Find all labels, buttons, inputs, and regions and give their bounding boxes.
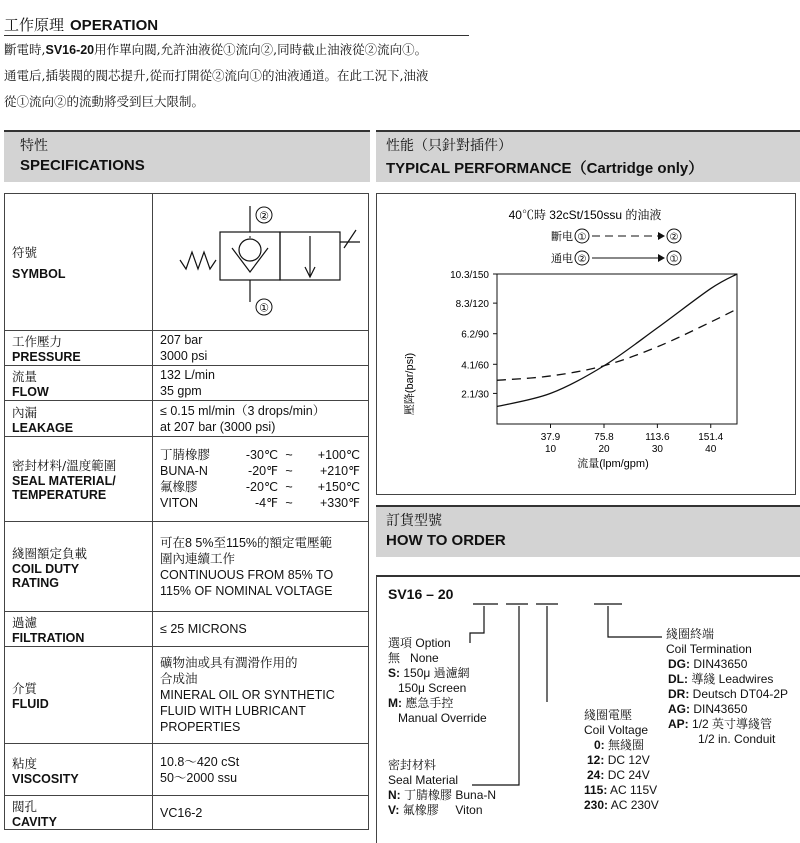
valve-symbol-diagram bbox=[160, 196, 360, 326]
leakage-label-en: LEAKAGE bbox=[12, 420, 74, 435]
seal-label-zh: 密封材料/溫度範圍 bbox=[12, 458, 117, 473]
series-line-2-to-1 bbox=[497, 274, 737, 407]
voltage-desc: 無綫圈 bbox=[608, 738, 645, 752]
filtration-label-en: FILTRATION bbox=[12, 631, 85, 645]
x-tick-label-gpm: 30 bbox=[651, 444, 663, 455]
termination-desc: DIN43650 bbox=[693, 657, 748, 671]
termination-code: DG: bbox=[668, 657, 690, 671]
coil-value-line: CONTINUOUS FROM 85% TO bbox=[160, 567, 334, 582]
chart-x-axis-label: 流量(lpm/gpm) bbox=[577, 458, 649, 470]
symbol-port-2-label: ② bbox=[259, 210, 269, 222]
series-line-1-to-2 bbox=[497, 309, 737, 380]
legend-arrow-icon bbox=[658, 254, 665, 262]
seal-item-low: -4℉ bbox=[254, 496, 278, 510]
cavity-value: VC16-2 bbox=[160, 805, 203, 820]
spec-value-leakage bbox=[153, 401, 369, 437]
option-title-en: Option bbox=[415, 636, 451, 650]
spec-row-viscosity bbox=[5, 744, 369, 796]
performance-header bbox=[376, 130, 800, 182]
spec-row-seal bbox=[5, 437, 369, 522]
termination-title-en: Coil Termination bbox=[666, 642, 752, 656]
seal-item-sep: ~ bbox=[285, 448, 293, 462]
termination-code: DL: bbox=[668, 672, 688, 686]
y-tick-label: 2.1/30 bbox=[461, 389, 489, 401]
seal-item bbox=[160, 463, 368, 479]
seal-item-name: BUNA-N bbox=[160, 464, 208, 478]
seal-title-en: Seal Material bbox=[388, 773, 459, 787]
coil-value-line: 可在8 5%至115%的額定電壓範 bbox=[160, 535, 333, 550]
performance-chart bbox=[377, 194, 795, 494]
x-tick-label-lpm: 37.9 bbox=[540, 432, 561, 443]
check-ball-icon bbox=[239, 239, 261, 261]
spec-value-coil bbox=[153, 522, 369, 612]
coil-value-line: 圍內連續工作 bbox=[160, 551, 236, 566]
flow-label-en: FLOW bbox=[12, 385, 49, 399]
fluid-value-line: PROPERTIES bbox=[160, 720, 241, 734]
termination-code: AG: bbox=[668, 702, 690, 716]
operation-line-2: 通電后,插裝閥的閥芯提升,從而打開從②流向①的油液通道。在此工況下,油液 bbox=[4, 68, 429, 83]
option-s-code: S: bbox=[388, 666, 400, 680]
voltage-title-en: Coil Voltage bbox=[584, 723, 649, 737]
termination-desc: 1/2 英寸導綫管 bbox=[692, 717, 773, 731]
legend-from-port: ① bbox=[577, 232, 587, 243]
fluid-value-line: 合成油 bbox=[160, 672, 198, 686]
legend-arrow-icon bbox=[658, 232, 665, 240]
spec-row-flow bbox=[5, 366, 369, 401]
x-tick-label-gpm: 10 bbox=[544, 444, 557, 455]
y-tick-label: 4.1/60 bbox=[461, 360, 489, 372]
order-model: SV16 – 20 bbox=[388, 586, 454, 602]
voltage-code: 12: bbox=[587, 753, 605, 767]
option-s-en: 150μ Screen bbox=[398, 681, 467, 695]
chart-y-axis-label: 壓降(bar/psi) bbox=[404, 352, 416, 416]
voltage-desc: AC 115V bbox=[610, 783, 658, 797]
voltage-code: 0: bbox=[594, 738, 605, 752]
flow-label-zh: 流量 bbox=[12, 369, 38, 384]
spec-value-flow bbox=[153, 366, 369, 401]
order-seal bbox=[388, 758, 496, 818]
specifications-title-zh: 特性 bbox=[20, 138, 48, 154]
seal-item-name: 丁腈橡膠 bbox=[160, 448, 211, 462]
coil-label-zh: 綫圈額定負載 bbox=[12, 545, 88, 561]
symbol-label-zh: 符號 bbox=[12, 245, 38, 260]
voltage-code: 230: bbox=[584, 798, 609, 812]
performance-chart-box bbox=[376, 193, 796, 495]
voltage-desc: DC 24V bbox=[607, 768, 650, 782]
legend-label-deenergized: 斷电 bbox=[551, 231, 573, 243]
order-voltage bbox=[584, 708, 659, 813]
specifications-table bbox=[4, 193, 369, 830]
operation-title-en: OPERATION bbox=[70, 17, 159, 34]
spring-icon bbox=[180, 252, 216, 269]
option-s-zh: 150μ 過濾網 bbox=[403, 666, 470, 680]
operation-line-1 bbox=[4, 40, 427, 58]
spec-label-symbol bbox=[5, 194, 153, 331]
y-tick-label: 8.3/120 bbox=[455, 299, 489, 311]
pressure-label-zh: 工作壓力 bbox=[12, 334, 63, 349]
viscosity-label-en: VISCOSITY bbox=[12, 771, 79, 786]
seal-item-low: -20℉ bbox=[248, 464, 278, 478]
seal-item-sep: ~ bbox=[285, 480, 293, 494]
spec-label-viscosity bbox=[5, 744, 153, 796]
leakage-value-rate: ≤ 0.15 ml/min（3 drops/min） bbox=[160, 403, 326, 418]
fluid-value-line: MINERAL OIL OR SYNTHETIC bbox=[160, 688, 335, 702]
coil-label-en-2: RATING bbox=[12, 575, 59, 590]
termination-code: DR: bbox=[668, 687, 690, 701]
spec-label-coil bbox=[5, 522, 153, 612]
legend-to-port: ① bbox=[669, 254, 679, 265]
spec-value-viscosity bbox=[153, 744, 369, 796]
specifications-title-en: SPECIFICATIONS bbox=[20, 157, 145, 174]
spec-label-seal bbox=[5, 437, 153, 522]
leakage-value-condition: at 207 bar (3000 psi) bbox=[160, 419, 276, 434]
spec-row-symbol bbox=[5, 194, 369, 331]
option-m-zh: 應急手控 bbox=[405, 696, 454, 710]
order-title-en: HOW TO ORDER bbox=[386, 532, 506, 549]
fluid-label-en: FLUID bbox=[12, 697, 49, 711]
termination-code: AP: bbox=[668, 717, 689, 731]
spec-label-filtration bbox=[5, 612, 153, 647]
solenoid-icon bbox=[344, 230, 356, 248]
seal-item-high: +150℃ bbox=[317, 480, 360, 494]
coil-value-line: 115% OF NOMINAL VOLTAGE bbox=[160, 583, 333, 598]
filtration-value: ≤ 25 MICRONS bbox=[160, 622, 247, 636]
spec-value-pressure bbox=[153, 331, 369, 366]
option-none-zh: 無 bbox=[388, 651, 401, 665]
seal-item-name: VITON bbox=[160, 496, 198, 510]
x-tick-label-lpm: 151.4 bbox=[698, 432, 724, 443]
y-tick-label: 6.2/90 bbox=[461, 329, 489, 341]
seal-label-en-1: SEAL MATERIAL/ bbox=[12, 474, 116, 488]
operation-line-1-prefix: 斷電時, bbox=[4, 42, 46, 57]
spec-value-cavity bbox=[153, 796, 369, 830]
spec-row-coil bbox=[5, 522, 369, 612]
spec-row-pressure bbox=[5, 331, 369, 366]
spec-label-cavity bbox=[5, 796, 153, 830]
specifications-header bbox=[4, 130, 370, 182]
voltage-title-zh: 綫圈電壓 bbox=[584, 708, 633, 722]
termination-desc: 導綫 Leadwires bbox=[691, 672, 774, 686]
leakage-label-zh: 內漏 bbox=[12, 404, 38, 420]
x-tick-label-lpm: 113.6 bbox=[645, 432, 670, 443]
symbol-port-1-label: ① bbox=[259, 302, 269, 314]
seal-n-en: Buna-N bbox=[455, 788, 497, 802]
seal-item-high: +330℉ bbox=[319, 496, 360, 510]
coil-label-en-1: COIL DUTY bbox=[12, 561, 80, 576]
seal-item-high: +210℉ bbox=[319, 464, 360, 478]
y-tick-label: 10.3/150 bbox=[450, 270, 489, 281]
seal-v-zh: 氟橡膠 bbox=[402, 803, 439, 817]
option-m-en: Manual Override bbox=[398, 711, 487, 725]
termination-title-zh: 綫圈終端 bbox=[666, 627, 715, 641]
fluid-label-zh: 介質 bbox=[12, 681, 38, 696]
spec-row-leakage bbox=[5, 401, 369, 437]
termination-desc: Deutsch DT04-2P bbox=[692, 687, 789, 701]
seal-item bbox=[160, 447, 368, 463]
seal-item bbox=[160, 479, 368, 495]
termination-desc: DIN43650 bbox=[693, 702, 748, 716]
pressure-value-psi: 3000 psi bbox=[160, 349, 208, 363]
spec-label-leakage bbox=[5, 401, 153, 437]
legend-from-port: ② bbox=[577, 254, 587, 265]
spec-row-filtration bbox=[5, 612, 369, 647]
filtration-label-zh: 過濾 bbox=[12, 615, 38, 630]
order-termination bbox=[666, 627, 788, 747]
flow-value-gpm: 35 gpm bbox=[160, 384, 202, 398]
option-m-code: M: bbox=[388, 696, 402, 710]
voltage-desc: DC 12V bbox=[607, 753, 650, 767]
spec-value-symbol bbox=[153, 194, 369, 331]
option-title-zh: 選項 bbox=[388, 636, 413, 650]
operation-line-1-rest: 用作單向閥,允許油液從①流向②,同時截止油液從②流向①。 bbox=[94, 42, 428, 57]
voltage-code: 115: bbox=[584, 783, 608, 797]
seal-n-zh: 丁腈橡膠 bbox=[404, 788, 453, 802]
operation-title bbox=[4, 14, 158, 35]
seal-n-code: N: bbox=[388, 788, 401, 802]
chart-plot-area bbox=[450, 270, 737, 455]
operation-model: SV16-20 bbox=[45, 43, 95, 57]
seal-title-zh: 密封材料 bbox=[388, 758, 437, 772]
x-tick-label-lpm: 75.8 bbox=[594, 432, 614, 443]
pressure-label-en: PRESSURE bbox=[12, 350, 81, 364]
termination-leader bbox=[608, 606, 662, 637]
fluid-value-line: FLUID WITH LUBRICANT bbox=[160, 704, 306, 718]
seal-v-en: Viton bbox=[455, 803, 483, 817]
spec-label-flow bbox=[5, 366, 153, 401]
voltage-code: 24: bbox=[587, 768, 605, 782]
viscosity-label-zh: 粘度 bbox=[12, 755, 38, 771]
chart-frame bbox=[497, 274, 737, 424]
voltage-desc: AC 230V bbox=[610, 798, 659, 812]
fluid-value-line: 礦物油或具有潤滑作用的 bbox=[160, 656, 298, 670]
viscosity-value-ssu: 50～2000 ssu bbox=[160, 770, 238, 785]
cavity-label-zh: 閥孔 bbox=[12, 798, 38, 814]
viscosity-value-cst: 10.8～420 cSt bbox=[160, 754, 240, 769]
option-none-en: None bbox=[410, 651, 439, 665]
seal-v-code: V: bbox=[388, 803, 400, 817]
operation-title-zh: 工作原理 bbox=[4, 16, 65, 34]
order-option bbox=[388, 636, 487, 726]
operation-divider bbox=[4, 35, 469, 36]
seal-label-en-2: TEMPERATURE bbox=[12, 488, 107, 502]
spec-value-fluid bbox=[153, 647, 369, 744]
performance-title-zh: 性能（只針對插件） bbox=[386, 138, 512, 154]
seal-item-low: -30℃ bbox=[245, 448, 278, 462]
order-title-zh: 訂貨型號 bbox=[386, 513, 442, 529]
pressure-value-bar: 207 bar bbox=[160, 333, 203, 347]
x-tick-label-gpm: 40 bbox=[705, 444, 717, 455]
spec-value-seal bbox=[153, 437, 369, 522]
spec-row-fluid bbox=[5, 647, 369, 744]
flow-value-lpm: 132 L/min bbox=[160, 368, 215, 382]
order-header bbox=[376, 505, 800, 557]
seal-item-name: 氟橡膠 bbox=[160, 480, 198, 494]
spec-value-filtration bbox=[153, 612, 369, 647]
performance-title-en: TYPICAL PERFORMANCE（Cartridge only） bbox=[386, 160, 704, 177]
termination-desc: 1/2 in. Conduit bbox=[698, 732, 776, 746]
seal-item-high: +100℃ bbox=[317, 448, 360, 462]
seal-item bbox=[160, 495, 368, 511]
check-seat-icon bbox=[232, 248, 268, 272]
legend-to-port: ② bbox=[669, 232, 679, 243]
spec-row-cavity bbox=[5, 796, 369, 830]
x-tick-label-gpm: 20 bbox=[598, 444, 610, 455]
seal-item-sep: ~ bbox=[285, 464, 293, 478]
symbol-label-en: SYMBOL bbox=[12, 267, 66, 281]
cavity-label-en: CAVITY bbox=[12, 814, 57, 829]
spec-label-pressure bbox=[5, 331, 153, 366]
seal-item-sep: ~ bbox=[285, 496, 293, 510]
seal-item-low: -20℃ bbox=[245, 480, 278, 494]
operation-line-3: 從①流向②的流動將受到巨大限制。 bbox=[4, 94, 205, 109]
legend-label-energized: 通电 bbox=[551, 253, 573, 265]
chart-title: 40℃時 32cSt/150ssu 的油液 bbox=[508, 208, 662, 222]
spec-label-fluid bbox=[5, 647, 153, 744]
